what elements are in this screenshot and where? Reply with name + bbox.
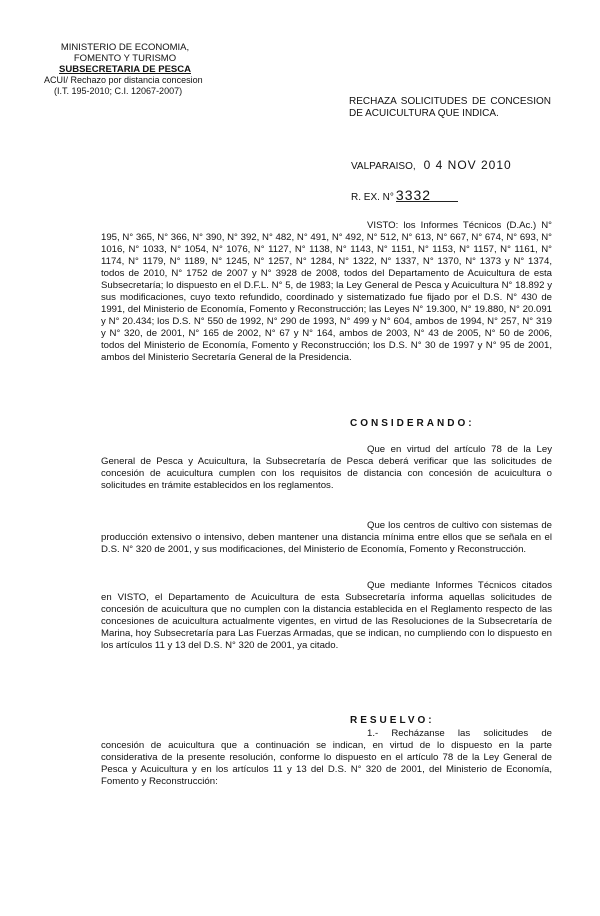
header-reference-line2: (I.T. 195-2010; C.I. 12067-2007) [54, 86, 183, 96]
date-stamp: 0 4 NOV 2010 [423, 158, 512, 172]
considerando-paragraph-2: Que los centros de cultivo con sistemas de producción extensivo o intensivo, deben mantener una distancia mínima entre ellos que se señala en el D.S. N° 320 de 2001, y sus modificaciones, del Ministerio de Economía, Fomento y Reconstrucción. [101, 520, 552, 555]
visto-paragraph: VISTO: los Informes Técnicos (D.Ac.) N° 195, N° 365, N° 366, N° 390, N° 392, N° 482, N° 491, N° 492, N° 512, N° 613, N° 667, N° 674, N° 693, N° 1016, N° 1033, N° 1054, N° 1076, N° 1127, N° 1138, N° 1143, N° 1151, N° 1153, N° 1157, N° 1161, N° 1174, N° 1179, N° 1189, N° 1245, N° 1257, N° 1284, N° 1322, N° 1337, N° 1370, N° 1373 y N° 1374, todos de 2010, N° 1752 de 2007 y N° 3928 de 2008, todos del Departamento de Acuicultura de esta Subsecretaría; lo dispuesto en el D.F.L. N° 5, de 1983; la Ley General de Pesca y Acuicultura N° 18.892 y sus modificaciones, cuyo texto refundido, coordinado y sistematizado fue fijado por el D.S. N° 430 de 1991, del Ministerio de Economía, Fomento y Reconstrucción; las Leyes N° 19.300, N° 19.880, N° 20.091 y N° 20.434; los D.S. N° 550 de 1992, N° 290 de 1993, N° 499 y N° 604, ambos de 1994, N° 257, N° 319 y N° 320, de 2001, N° 165 de 2002, N° 67 y N° 164, ambos de 2003, N° 43 de 2005, N° 50 de 2006, todos del Ministerio de Economía, Fomento y Reconstrucción; los D.S. N° 30 de 1997 y N° 95 de 2001, ambos del Ministerio Secretaría General de la Presidencia. [101, 220, 552, 363]
resuelvo-heading: RESUELVO: [350, 715, 435, 726]
considerando-paragraph-3: Que mediante Informes Técnicos citados en VISTO, el Departamento de Acuicultura de esta Subsecretaría informa aquellas solicitudes de concesión de acuicultura que no cumplen con la distancia establecida en el Reglamento respecto de las concesiones de acuicultura actualmente vigentes, en virtud de las Resoluciones de la Subsecretaría de Marina, hoy Subsecretaría para Las Fuerzas Armadas, que se indican, no cumpliendo con lo dispuesto en los artículos 11 y 13 del D.S. N° 320 de 2001, ya citado. [101, 580, 552, 651]
header-subsecretaria: SUBSECRETARIA DE PESCA [59, 64, 191, 75]
considerando-paragraph-1: Que en virtud del artículo 78 de la Ley General de Pesca y Acuicultura, la Subsecretaría de Pesca deberá verificar que las solicitudes de concesión de acuicultura cumplen con los requisitos de distancia con concesión de acuicultura o solicitudes en trámite establecidos en los reglamentos. [101, 444, 552, 491]
city-label: VALPARAISO, [351, 161, 416, 172]
resuelvo-paragraph-1: 1.- Recházanse las solicitudes de concesión de acuicultura que a continuación se indican, en virtud de lo dispuesto en la parte considerativa de la presente resolución, conforme lo dispuesto en el artículo 78 de la Ley General de Pesca y Acuicultura y en los artículos 11 y 13 del D.S. N° 320 de 2001, del Ministerio de Economía, Fomento y Reconstrucción: [101, 728, 552, 787]
place-date [351, 158, 512, 172]
document-title: RECHAZA SOLICITUDES DE CONCESION DE ACUICULTURA QUE INDICA. [349, 96, 551, 119]
resolution-number [351, 189, 458, 203]
header-ministry: MINISTERIO DE ECONOMIA, [60, 42, 190, 53]
header-fomento: FOMENTO Y TURISMO [73, 53, 177, 64]
resolution-label: R. EX. N° [351, 192, 394, 203]
resolution-number-value: 3332 [396, 189, 458, 202]
considerando-heading: CONSIDERANDO: [350, 418, 475, 429]
header-reference-line1: ACUI/ Rechazo por distancia concesion [44, 75, 203, 85]
